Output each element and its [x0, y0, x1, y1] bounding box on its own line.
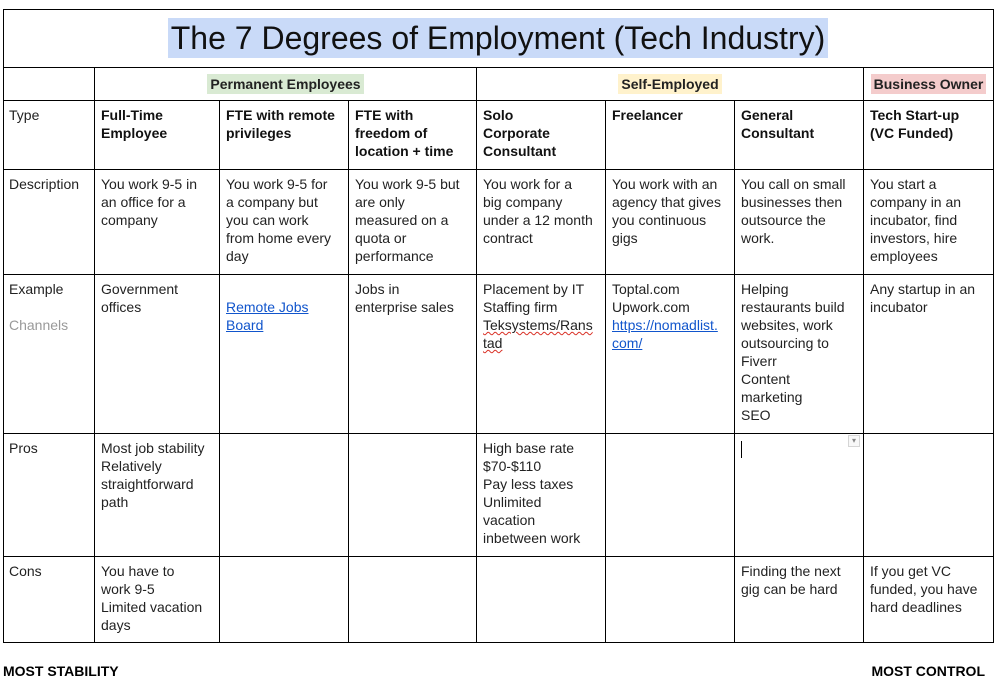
row-label-type[interactable]: [3, 101, 95, 170]
cell-text: performance: [355, 248, 434, 264]
cell-text: under a 12 month: [483, 212, 593, 228]
cell-cons-solo-consultant[interactable]: [477, 557, 606, 643]
cell-text: General: [741, 107, 794, 123]
cell-text: offices: [101, 299, 142, 315]
row-label-cons[interactable]: [3, 557, 95, 643]
cell-text: Toptal.com: [612, 281, 680, 297]
nomadlist-link[interactable]: com/: [612, 335, 643, 351]
row-label-description-text: Description: [9, 176, 80, 192]
cell-text: from home every: [226, 230, 332, 246]
cell-text: FTE with: [355, 107, 414, 123]
cell-text: High base rate: [483, 440, 575, 456]
nomadlist-link[interactable]: https://nomadlist.: [612, 317, 718, 333]
cell-text: agency that gives: [612, 194, 721, 210]
cell-text: Upwork.com: [612, 299, 690, 315]
cell-text: restaurants build: [741, 299, 845, 315]
cell-cons-tech-startup[interactable]: [864, 557, 994, 643]
cell-text: If you get VC: [870, 563, 951, 579]
cell-text: Employee: [101, 125, 168, 141]
cell-text: gigs: [612, 230, 638, 246]
cell-text: Full-Time: [101, 107, 163, 123]
group-header-self-employed[interactable]: [477, 68, 864, 101]
cell-pros-tech-startup[interactable]: [864, 434, 994, 557]
cell-text: Most job stability: [101, 440, 205, 456]
cell-cons-fte-remote[interactable]: [220, 557, 349, 643]
cell-example-full-time[interactable]: [95, 275, 220, 434]
cell-text: Consultant: [483, 143, 557, 159]
row-label-pros[interactable]: [3, 434, 95, 557]
cell-text: You have to: [101, 563, 175, 579]
title-cell[interactable]: [3, 9, 994, 68]
cell-text: vacation: [483, 512, 536, 528]
cell-text: measured on a: [355, 212, 449, 228]
group-header-permanent[interactable]: [95, 68, 477, 101]
cell-text: company in an: [870, 194, 962, 210]
cell-text: work.: [741, 230, 775, 246]
row-label-type-text: Type: [9, 107, 40, 123]
cell-text-misspelled: Teksystems/Rans: [483, 317, 593, 333]
row-label-example[interactable]: [3, 275, 95, 434]
cell-text: You work for a: [483, 176, 572, 192]
cell-pros-fte-freedom[interactable]: [349, 434, 477, 557]
cell-text: Tech Start-up: [870, 107, 960, 123]
cell-text: inbetween work: [483, 530, 581, 546]
cell-text: are only: [355, 194, 405, 210]
cell-example-tech-startup[interactable]: [864, 275, 994, 434]
cell-description-fte-remote[interactable]: [220, 170, 349, 275]
cell-type-solo-consultant[interactable]: [477, 101, 606, 170]
group-header-blank[interactable]: [3, 68, 95, 101]
cell-text: Solo: [483, 107, 514, 123]
cell-dropdown-icon[interactable]: ▾: [848, 435, 860, 447]
cell-text: path: [101, 494, 129, 510]
cell-text: an office for a: [101, 194, 186, 210]
cell-text: Helping: [741, 281, 789, 297]
page-title: The 7 Degrees of Employment (Tech Industry): [168, 18, 829, 58]
cell-cons-fte-freedom[interactable]: [349, 557, 477, 643]
cell-cons-full-time[interactable]: [95, 557, 220, 643]
cell-text: Jobs in: [355, 281, 400, 297]
cell-text: Any startup in an: [870, 281, 976, 297]
cell-text: privileges: [226, 125, 292, 141]
cell-text: Staffing firm: [483, 299, 558, 315]
cell-cons-general-consultant[interactable]: [735, 557, 864, 643]
cell-text: Relatively: [101, 458, 162, 474]
text-cursor: [741, 441, 742, 458]
row-label-description[interactable]: [3, 170, 95, 275]
cell-text: Content: [741, 371, 791, 387]
cell-text: hard deadlines: [870, 599, 962, 615]
cell-example-solo-consultant[interactable]: [477, 275, 606, 434]
cell-text: (VC Funded): [870, 125, 954, 141]
cell-text: straightforward: [101, 476, 194, 492]
cell-text: days: [101, 617, 131, 633]
cell-text: employees: [870, 248, 938, 264]
cell-text: FTE with remote: [226, 107, 335, 123]
cell-type-fte-remote[interactable]: [220, 101, 349, 170]
cell-example-fte-remote[interactable]: [220, 275, 349, 434]
row-label-pros-text: Pros: [9, 440, 38, 456]
cell-type-general-consultant[interactable]: [735, 101, 864, 170]
cell-text: Pay less taxes: [483, 476, 574, 492]
row-label-cons-text: Cons: [9, 563, 42, 579]
cell-text: Government: [101, 281, 179, 297]
cell-description-fte-freedom[interactable]: [349, 170, 477, 275]
cell-type-freelancer[interactable]: [606, 101, 735, 170]
cell-text: You work 9-5 for: [226, 176, 328, 192]
cell-text: Finding the next: [741, 563, 841, 579]
cell-example-fte-freedom[interactable]: [349, 275, 477, 434]
cell-text: Unlimited: [483, 494, 542, 510]
cell-description-general-consultant[interactable]: [735, 170, 864, 275]
cell-text: outsourcing to: [741, 335, 829, 351]
cell-text: investors, hire: [870, 230, 958, 246]
cell-text: incubator, find: [870, 212, 958, 228]
cell-text: quota or: [355, 230, 407, 246]
cell-text: You call on small: [741, 176, 846, 192]
cell-example-general-consultant[interactable]: [735, 275, 864, 434]
cell-text: $70-$110: [483, 458, 542, 474]
cell-cons-freelancer[interactable]: [606, 557, 735, 643]
cell-type-full-time[interactable]: [95, 101, 220, 170]
cell-text-misspelled: tad: [483, 335, 503, 351]
cell-text: Corporate: [483, 125, 550, 141]
cell-text: enterprise sales: [355, 299, 454, 315]
cell-text: you continuous: [612, 212, 707, 228]
cell-type-tech-startup[interactable]: [864, 101, 994, 170]
cell-text: freedom of: [355, 125, 428, 141]
cell-text: funded, you have: [870, 581, 978, 597]
cell-text: Fiverr: [741, 353, 777, 369]
cell-text: You start a: [870, 176, 937, 192]
cell-text: websites, work: [741, 317, 833, 333]
channels-label: Channels: [9, 317, 69, 333]
cell-text: businesses then: [741, 194, 843, 210]
cell-text: Placement by IT: [483, 281, 585, 297]
cell-description-solo-consultant[interactable]: [477, 170, 606, 275]
cell-example-freelancer[interactable]: [606, 275, 735, 434]
cell-text: company: [101, 212, 158, 228]
cell-description-full-time[interactable]: [95, 170, 220, 275]
cell-pros-fte-remote[interactable]: [220, 434, 349, 557]
cell-pros-solo-consultant[interactable]: [477, 434, 606, 557]
cell-description-freelancer[interactable]: [606, 170, 735, 275]
remote-jobs-board-link[interactable]: Board: [226, 317, 264, 333]
cell-text: Limited vacation: [101, 599, 203, 615]
cell-text: You work with an: [612, 176, 718, 192]
cell-pros-general-consultant-active[interactable]: [735, 434, 864, 557]
cell-text: you can work: [226, 212, 309, 228]
cell-text: day: [226, 248, 249, 264]
cell-text: You work 9-5 in: [101, 176, 197, 192]
cell-text: Consultant: [741, 125, 815, 141]
cell-text: outsource the: [741, 212, 826, 228]
cell-text: You work 9-5 but: [355, 176, 460, 192]
cell-type-fte-freedom[interactable]: [349, 101, 477, 170]
cell-pros-full-time[interactable]: [95, 434, 220, 557]
cell-text: SEO: [741, 407, 771, 423]
group-label-business-owner: Business Owner: [871, 74, 987, 94]
group-label-self-employed: Self-Employed: [618, 74, 721, 94]
cell-description-tech-startup[interactable]: [864, 170, 994, 275]
cell-text: a company but: [226, 194, 318, 210]
footer-most-control: MOST CONTROL: [871, 663, 985, 679]
cell-text: incubator: [870, 299, 928, 315]
footer-most-stability: MOST STABILITY: [3, 663, 119, 679]
row-label-channels-text: [9, 316, 88, 334]
employment-table: [3, 9, 994, 643]
cell-text: big company: [483, 194, 563, 210]
cell-text: work 9-5: [101, 581, 155, 597]
group-label-permanent: Permanent Employees: [207, 74, 363, 94]
cell-text: Freelancer: [612, 107, 683, 123]
cell-text: contract: [483, 230, 533, 246]
remote-jobs-board-link[interactable]: Remote Jobs: [226, 299, 309, 315]
cell-text: marketing: [741, 389, 803, 405]
cell-text: gig can be hard: [741, 581, 838, 597]
group-header-business-owner[interactable]: [864, 68, 994, 101]
cell-pros-freelancer[interactable]: [606, 434, 735, 557]
row-label-example-text: Example: [9, 281, 64, 297]
cell-text: location + time: [355, 143, 454, 159]
